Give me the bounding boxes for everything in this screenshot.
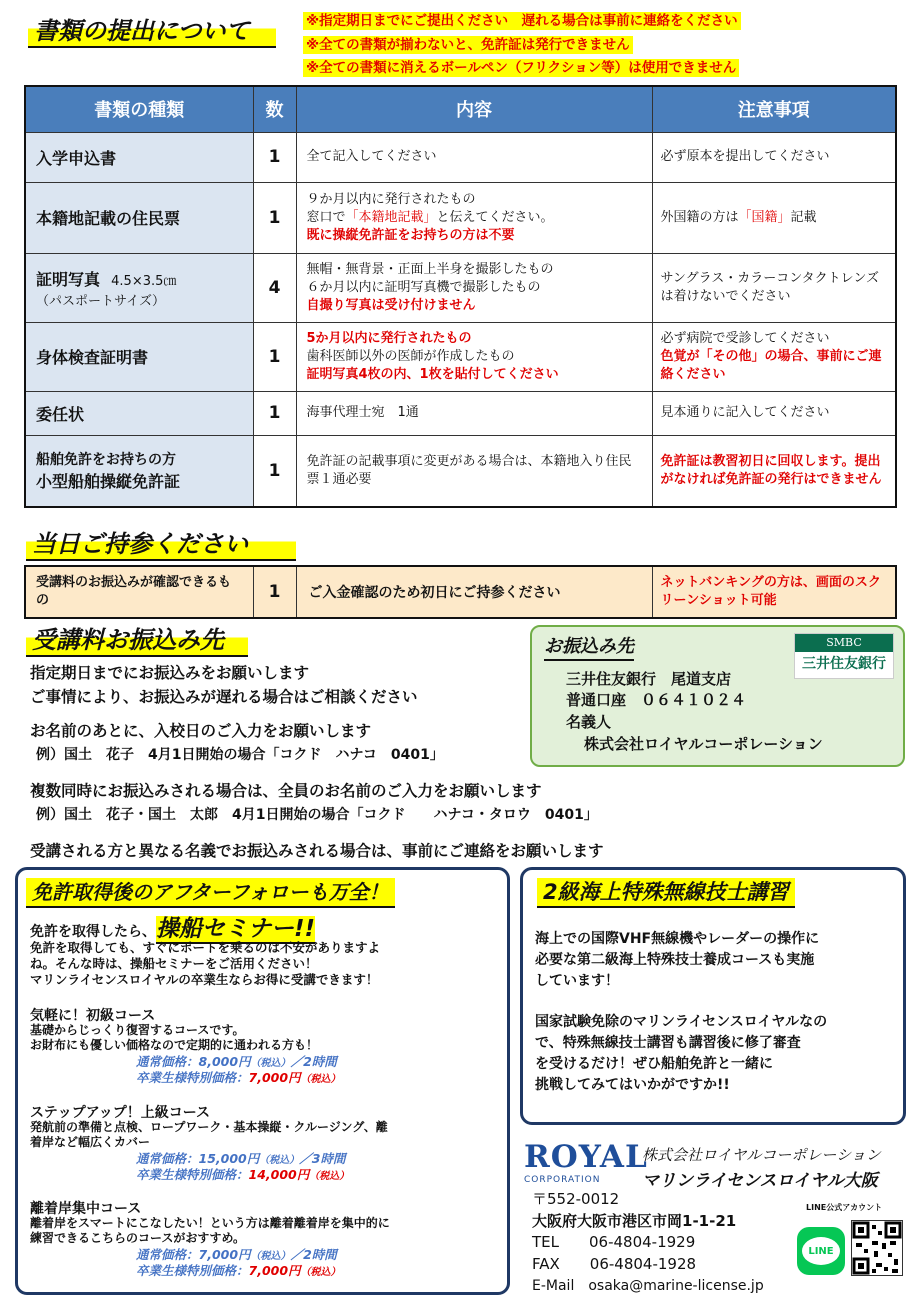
tax-label: （税込） (300, 1074, 341, 1085)
graduate-price (136, 1263, 341, 1280)
table-row (25, 391, 896, 435)
doc-kind-label: 証明写真 (36, 269, 101, 289)
table-header-row (25, 86, 896, 132)
bring-count: 1 (253, 566, 296, 618)
course-desc: 発航前の準備と点検、ロープワーク・基本操縦・クルージング、離 (30, 1120, 388, 1134)
doc-note (652, 182, 896, 253)
doc-count: 1 (253, 391, 296, 435)
course-desc: 着岸など幅広くカバー (30, 1135, 151, 1149)
radio-text: で、特殊無線技士講習も講習後に修了審査 (535, 1035, 801, 1051)
radio-course-box (520, 867, 906, 1125)
royal-logo-text: ROYAL (524, 1139, 648, 1175)
doc-content (296, 322, 652, 391)
radio-title: 2級海上特殊無線技士講習 (537, 878, 795, 908)
address: 大阪府大阪市港区市岡1-1-21 (532, 1212, 737, 1230)
company-brand: マリンライセンスロイヤル大阪 (642, 1171, 878, 1191)
course-desc: 離着岸をスマートにこなしたい！という方は離着離着岸を集中的に (30, 1216, 390, 1230)
company-name: 株式会社ロイヤルコーポレーション (642, 1146, 881, 1164)
bring-item: 受講料のお振込みが確認できるもの (25, 566, 253, 618)
table-row (25, 566, 896, 618)
doc-kind (25, 435, 253, 507)
tax-label: （税込） (259, 1155, 300, 1166)
table-row (25, 182, 896, 253)
duration: ／2時間 (290, 1247, 337, 1262)
normal-price (136, 1054, 337, 1071)
bank-holder-name: 株式会社ロイヤルコーポレーション (584, 735, 823, 753)
content-warning: 自撮り写真は受け付けません (306, 297, 476, 313)
doc-note (652, 132, 896, 182)
postal-code: 〒552-0012 (532, 1190, 620, 1208)
documents-table (24, 85, 897, 508)
normal-price (136, 1247, 337, 1264)
passport-size-label: （パスポートサイズ） (36, 293, 165, 309)
radio-text: 必要な第二級海上特殊技士養成コースも実施 (535, 952, 815, 968)
doc-kind-label: 小型船舶操縦免許証 (36, 472, 181, 492)
course-desc: 基礎からじっくり復習するコースです。 (30, 1023, 245, 1037)
bank-title: お振込み先 (544, 635, 634, 661)
radio-text: しています！ (535, 973, 619, 989)
doc-kind-pre: 船舶免許をお持ちの方 (36, 452, 176, 469)
doc-kind (25, 253, 253, 322)
notice-all-documents: ※全ての書類が揃わないと、免許証は発行できません (303, 36, 633, 54)
note-warning: 色覚が「その他」の場合、事前にご連絡ください (660, 348, 882, 382)
content-warning: 5か月以内に発行されたもの (306, 330, 472, 346)
graduate-price (136, 1070, 341, 1087)
tax-label: （税込） (250, 1251, 291, 1262)
afterfollow-lead (30, 910, 315, 943)
intro-line: マリンライセンスロイヤルの卒業生ならお得に受講できます！ (30, 972, 379, 987)
doc-kind: 本籍地記載の住民票 (25, 182, 253, 253)
price-label: 卒業生様特別価格： (136, 1263, 249, 1278)
bring-title: 当日ご持参ください (26, 529, 296, 561)
doc-note: 免許証は教習初日に回収します。提出がなければ免許証の発行はできません (652, 435, 896, 507)
afterfollow-box (15, 867, 510, 1295)
radio-text: を受けるだけ！ぜひ船舶免許と一緒に (535, 1056, 773, 1072)
normal-price (136, 1151, 345, 1168)
content-text: 窓口で (306, 209, 346, 225)
payment-line: 指定期日までにお振込みをお願いします (30, 664, 310, 682)
note-text: 記載 (790, 209, 817, 225)
line-icon[interactable] (797, 1227, 845, 1275)
doc-kind: 身体検査証明書 (25, 322, 253, 391)
line-icon-text: LINE (802, 1237, 840, 1265)
photo-size: 4.5×3.5㎝ (111, 273, 177, 289)
tax-label: （税込） (300, 1267, 341, 1278)
phone: TEL 06-4804-1929 (532, 1233, 696, 1251)
email-link[interactable]: E-Mail osaka@marine-license.jp (532, 1278, 764, 1294)
note-line: 必ず病院で受診してください (660, 330, 830, 346)
price-label: 通常価格： (136, 1054, 199, 1069)
doc-note: サングラス・カラーコンタクトレンズは着けないでください (652, 253, 896, 322)
payment-line: お名前のあとに、入校日のご入力をお願いします (30, 722, 372, 740)
doc-content: 海事代理士宛 1通 (296, 391, 652, 435)
course-title: ステップアップ！上級コース (30, 1105, 211, 1121)
fax: FAX 06-4804-1928 (532, 1255, 697, 1273)
intro-line: ね。そんな時は、操船セミナーをご活用ください！ (30, 956, 318, 971)
payment-example: 例）国土 花子 4月1日開始の場合「コクド ハナコ 0401」 (36, 747, 444, 763)
table-row (25, 322, 896, 391)
payment-example: 例）国土 花子・国土 太郎 4月1日開始の場合「コクド ハナコ・タロウ 0401」 (36, 807, 598, 823)
bank-info-box (530, 625, 905, 767)
content-line: 全て記入してください (306, 149, 437, 164)
content-line: 無帽・無背景・正面上半身を撮影したもの (306, 261, 554, 277)
header-notes: 注意事項 (652, 86, 896, 132)
doc-note (652, 322, 896, 391)
bring-content: ご入金確認のため初日にご持参ください (296, 566, 652, 618)
notice-deadline: ※指定期日までにご提出ください 遅れる場合は事前に連絡をください (303, 12, 741, 30)
payment-title: 受講料お振込み先 (26, 625, 248, 657)
course-desc: 練習できるこちらのコースがおすすめ。 (30, 1231, 246, 1245)
price-value: 7,000円 (198, 1247, 251, 1262)
table-row (25, 132, 896, 182)
course-title: 離着岸集中コース (30, 1201, 142, 1217)
price-label: 通常価格： (136, 1247, 199, 1262)
doc-content: 免許証の記載事項に変更がある場合は、本籍地入り住民票１通必要 (296, 435, 652, 507)
price-value: 8,000円 (198, 1054, 251, 1069)
content-emphasis: 「本籍地記載」 (345, 209, 437, 225)
payment-line: ご事情により、お振込みが遅れる場合はご相談ください (30, 688, 418, 706)
notice-no-friction-pen: ※全ての書類に消えるボールペン（フリクション等）は使用できません (303, 59, 739, 77)
smbc-logo-top: SMBC (795, 634, 893, 652)
payment-line: 複数同時にお振込みされる場合は、全員のお名前のご入力をお願いします (30, 782, 542, 800)
header-count: 数 (253, 86, 296, 132)
bank-branch: 三井住友銀行 尾道支店 (566, 670, 732, 688)
bring-note: ネットバンキングの方は、画面のスクリーンショット可能 (652, 566, 896, 618)
price-value: 14,000円 (248, 1167, 310, 1182)
radio-text: 挑戦してみてはいかがですか!! (535, 1077, 730, 1093)
bank-account: 普通口座 ０６４１０２４ (566, 691, 747, 709)
qr-code-icon[interactable] (851, 1220, 903, 1276)
doc-kind: 入学申込書 (25, 132, 253, 182)
smbc-logo-bottom: 三井住友銀行 (802, 656, 886, 672)
doc-content (296, 132, 652, 182)
intro-line: 免許を取得しても、すぐにボートを乗るのは不安がありますよ (30, 940, 381, 955)
content-line (307, 209, 642, 227)
tax-label: （税込） (309, 1171, 350, 1182)
note-emphasis: 「国籍」 (738, 209, 791, 225)
doc-content (296, 253, 652, 322)
content-line: ６か月以内に証明写真機で撮影したもの (306, 279, 541, 295)
header-content: 内容 (296, 86, 652, 132)
doc-kind: 委任状 (25, 391, 253, 435)
price-value: 15,000円 (198, 1151, 260, 1166)
bank-holder-label: 名義人 (566, 713, 612, 731)
price-value: 7,000円 (248, 1263, 301, 1278)
table-row (25, 435, 896, 507)
content-text: と伝えてください。 (436, 209, 554, 225)
lead-text: 免許を取得したら、 (30, 924, 156, 940)
payment-line: 受講される方と異なる名義でお振込みされる場合は、事前にご連絡をお願いします (30, 842, 604, 860)
royal-logo (524, 1139, 648, 1190)
afterfollow-title: 免許取得後のアフターフォローも万全！ (26, 878, 395, 908)
price-label: 卒業生様特別価格： (136, 1070, 249, 1085)
radio-text: 国家試験免除のマリンライセンスロイヤルなの (535, 1014, 828, 1030)
note-line: 必ず原本を提出してください (660, 149, 830, 164)
note-text: 外国籍の方は (660, 209, 739, 225)
header-doc-type: 書類の種類 (25, 86, 253, 132)
smbc-logo (794, 633, 894, 679)
doc-count: 4 (253, 253, 296, 322)
doc-count: 1 (253, 435, 296, 507)
course-desc: お財布にも優しい価格なので定期的に通われる方も！ (30, 1038, 319, 1052)
course-title: 気軽に！初級コース (30, 1008, 156, 1024)
content-line: ９か月以内に発行されたもの (306, 191, 476, 207)
price-value: 7,000円 (248, 1070, 301, 1085)
content-warning: 証明写真4枚の内、1枚を貼付してください (306, 366, 559, 382)
radio-text: 海上での国際VHF無線機やレーダーの操作に (535, 931, 820, 947)
content-warning: 既に操縦免許証をお持ちの方は不要 (306, 227, 515, 243)
graduate-price (136, 1167, 349, 1184)
price-label: 卒業生様特別価格： (136, 1167, 249, 1182)
royal-logo-sub: CORPORATION (524, 1175, 601, 1185)
line-account-label: LINE公式アカウント (806, 1203, 883, 1212)
duration: ／3時間 (299, 1151, 346, 1166)
doc-count: 1 (253, 322, 296, 391)
seminar-highlight: 操船セミナー!! (156, 916, 315, 942)
submission-title: 書類の提出について (28, 16, 276, 48)
table-row (25, 253, 896, 322)
price-label: 通常価格： (136, 1151, 199, 1166)
bring-table (24, 565, 897, 619)
doc-count: 1 (253, 182, 296, 253)
doc-note: 見本通りに記入してください (652, 391, 896, 435)
tax-label: （税込） (250, 1058, 291, 1069)
content-line: 歯科医師以外の医師が作成したもの (306, 348, 515, 364)
doc-count: 1 (253, 132, 296, 182)
doc-content (296, 182, 652, 253)
duration: ／2時間 (290, 1054, 337, 1069)
